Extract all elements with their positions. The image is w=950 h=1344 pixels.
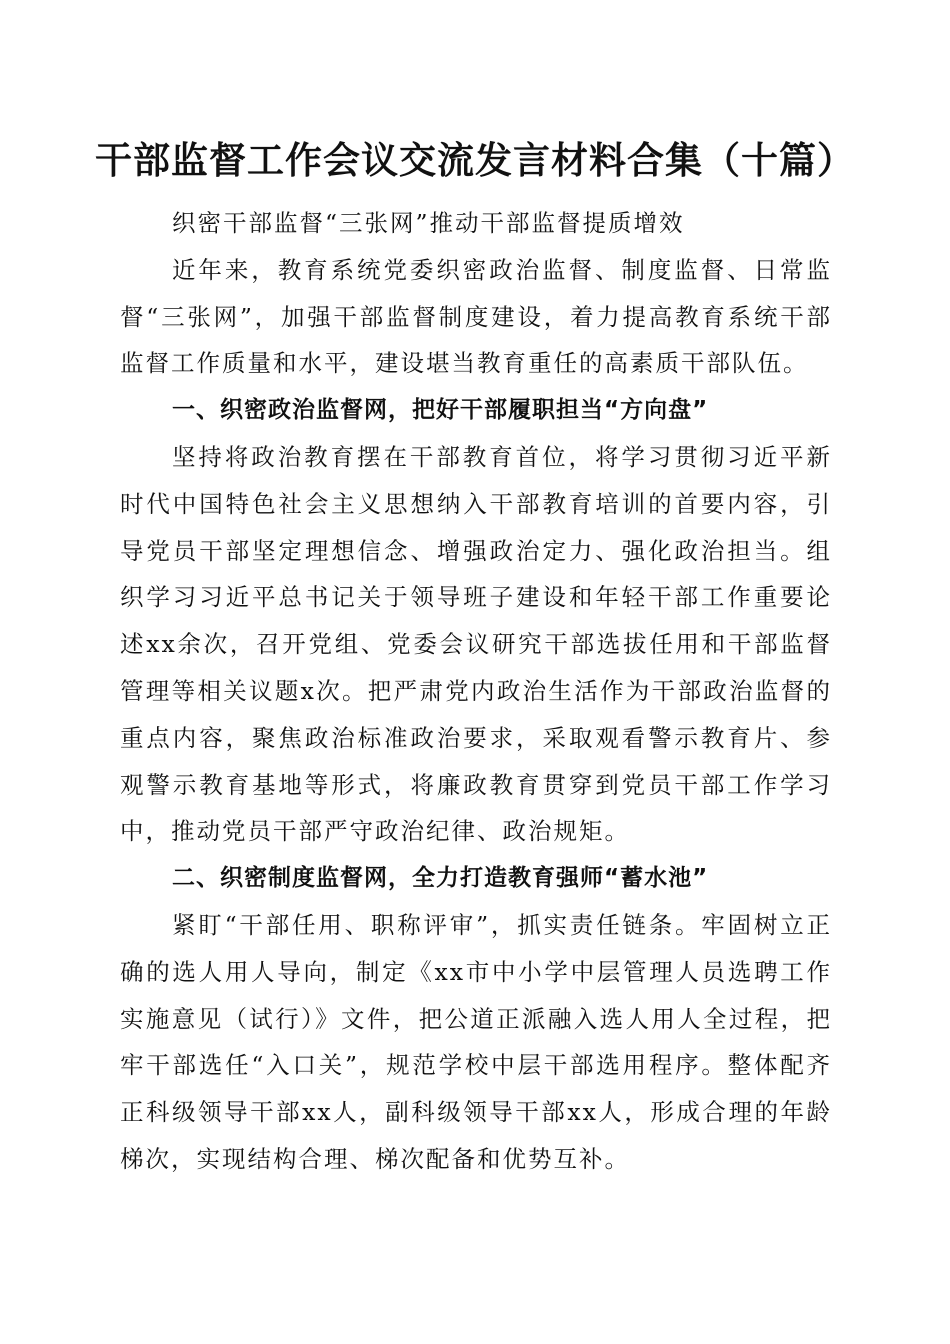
document-body xyxy=(120,200,832,1183)
document-title: 干部监督工作会议交流发言材料合集（十篇） xyxy=(95,138,855,182)
section-body-1: 坚持将政治教育摆在干部教育首位，将学习贯彻习近平新时代中国特色社会主义思想纳入干部教育培训的首要内容，引导党员干部坚定理想信念、增强政治定力、强化政治担当。组织学习习近平总书记关于领导班子建设和年轻干部工作重要论述xx余次，召开党组、党委会议研究干部选拔任用和干部监督管理等相关议题x次。把严肃党内政治生活作为干部政治监督的重点内容，聚焦政治标准政治要求，采取观看警示教育片、参观警示教育基地等形式，将廉政教育贯穿到党员干部工作学习中，推动党员干部严守政治纪律、政治规矩。 xyxy=(120,442,832,846)
intro-paragraph: 近年来，教育系统党委织密政治监督、制度监督、日常监督“三张网”，加强干部监督制度建设，着力提高教育系统干部监督工作质量和水平，建设堪当教育重任的高素质干部队伍。 xyxy=(120,255,832,378)
section-heading-1: 一、织密政治监督网，把好干部履职担当“方向盘” xyxy=(172,397,709,424)
section-heading-2: 二、织密制度监督网，全力打造教育强师“蓄水池” xyxy=(172,865,709,892)
subtitle: 织密干部监督“三张网”推动干部监督提质增效 xyxy=(172,209,685,237)
section-body-2: 紧盯“干部任用、职称评审”，抓实责任链条。牢固树立正确的选人用人导向，制定《xx市中小学中层管理人员选聘工作实施意见（试行）》文件，把公道正派融入选人用人全过程，把牢干部选任“入口关”，规范学校中层干部选用程序。整体配齐正科级领导干部xx人，副科级领导干部xx人，形成合理的年龄梯次，实现结构合理、梯次配备和优势互补。 xyxy=(120,910,832,1173)
